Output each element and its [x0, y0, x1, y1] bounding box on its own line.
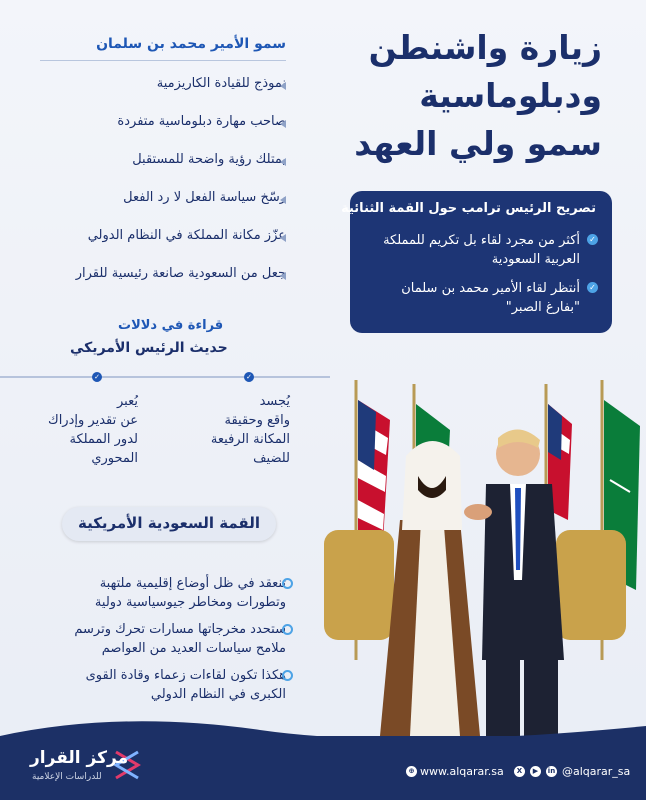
statement-box: [341, 191, 612, 333]
trait-item: رسّخ سياسة الفعل لا رد الفعل: [123, 190, 286, 205]
statement-item: [368, 279, 598, 317]
triangle-bullet-icon: [280, 234, 286, 242]
reading-right-line: واقع وحقيقة: [224, 413, 290, 428]
title-line-2: ودبلوماسية: [419, 76, 602, 115]
handshake: [464, 504, 492, 520]
summit-item-line1: هكذا تكون لقاءات زعماء وقادة القوى: [85, 668, 286, 683]
reading-left-line: عن تقدير وإدراك: [47, 413, 138, 428]
chair: [324, 530, 394, 640]
title-line-3: سمو ولي العهد: [354, 124, 602, 163]
check-icon: ✓: [244, 372, 254, 382]
summit-item-line2: ملامح سياسات العديد من العواصم: [101, 641, 286, 656]
summit-item-line2: وتطورات ومخاطر جيوسياسية دولية: [94, 595, 286, 610]
statement-item-line2: العربية السعودية: [491, 252, 580, 267]
reading-left-line: المحوري: [91, 451, 138, 466]
timeline-line: [0, 376, 330, 378]
reading-left-line: يُعبر: [117, 394, 138, 409]
triangle-bullet-icon: [280, 158, 286, 166]
reading-title-line2: حديث الرئيس الأمريكي: [70, 340, 228, 356]
check-icon: ✓: [587, 234, 598, 245]
traits-header: سمو الأمير محمد بن سلمان: [96, 36, 286, 52]
check-icon: ✓: [92, 372, 102, 382]
traits-underline: [40, 60, 286, 61]
social-handle[interactable]: @alqarar_sa: [562, 765, 631, 778]
statement-item: [368, 231, 598, 269]
trait-item: جعل من السعودية صانعة رئيسية للقرار: [75, 266, 286, 281]
reading-left-line: لدور المملكة: [69, 432, 138, 447]
circle-bullet-icon: [282, 624, 293, 635]
circle-bullet-icon: [282, 578, 293, 589]
leaders-photo: [310, 360, 646, 736]
trait-item: صاحب مهارة دبلوماسية متفردة: [117, 114, 286, 129]
reading-left-col: [48, 392, 138, 468]
triangle-bullet-icon: [280, 82, 286, 90]
summit-item-line2: الكبرى في النظام الدولي: [150, 687, 286, 702]
summit-title: القمة السعودية الأمريكية: [77, 514, 260, 532]
reading-right-line: للضيف: [253, 451, 290, 466]
linkedin-icon[interactable]: in: [547, 767, 556, 775]
title-line-1: زيارة واشنطن: [368, 28, 602, 67]
leader-left: [380, 441, 480, 736]
trait-item: عزّز مكانة المملكة في النظام الدولي: [87, 228, 286, 243]
website-link[interactable]: www.alqarar.sa: [420, 765, 504, 778]
brand-name: مركز القرار: [30, 748, 129, 768]
statement-item-line1: أكثر من مجرد لقاء بل تكريم للمملكة: [383, 233, 580, 248]
chair: [556, 530, 626, 640]
triangle-bullet-icon: [280, 272, 286, 280]
summit-item: [86, 666, 286, 704]
summit-item: [74, 620, 286, 658]
circle-bullet-icon: [282, 670, 293, 681]
brand-subtitle: للدراسات الإعلامية: [32, 772, 102, 782]
summit-item-line1: ستحدد مخرجاتها مسارات تحرك وترسم: [74, 622, 286, 637]
footer-wave: [0, 700, 646, 740]
triangle-bullet-icon: [280, 196, 286, 204]
statement-item-line1: أنتظر لقاء الأمير محمد بن سلمان: [401, 281, 580, 296]
statement-title: تصريح الرئيس ترامب حول القمة الثنائية: [341, 201, 596, 216]
reading-title-line1: قراءة في دلالات: [118, 318, 224, 333]
globe-icon: ⊕: [406, 766, 417, 777]
trait-item: يمتلك رؤية واضحة للمستقبل: [132, 152, 286, 167]
reading-right-line: المكانة الرفيعة: [210, 432, 290, 447]
statement-item-line2: "بفارغ الصبر": [505, 300, 580, 315]
trait-item: نموذج للقيادة الكاريزمية: [156, 76, 286, 91]
check-icon: ✓: [587, 282, 598, 293]
summit-item: [95, 574, 286, 612]
triangle-bullet-icon: [280, 120, 286, 128]
summit-item-line1: تنعقد في ظل أوضاع إقليمية ملتهبة: [99, 576, 286, 591]
reading-right-line: يُجسد: [259, 394, 290, 409]
reading-right-col: [211, 392, 290, 468]
x-icon[interactable]: X: [514, 766, 525, 777]
youtube-icon[interactable]: ▶: [530, 766, 541, 777]
